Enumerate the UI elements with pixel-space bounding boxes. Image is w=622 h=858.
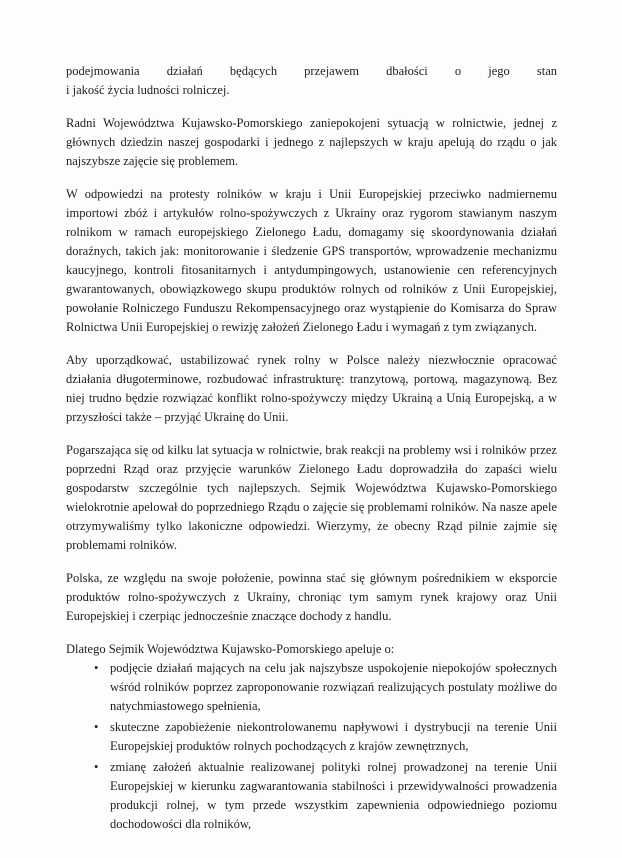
appeal-bullet-list <box>66 659 557 834</box>
paragraph-pogarszajaca-sytuacja: Pogarszająca się od kilku lat sytuacja w rolnictwie, brak reakcji na problemy wsi i rolników przez poprzedni Rząd oraz przyjęcie warunków Zielonego Ładu doprowadziła do zapaści wielu gospodarstw szczególnie tych najlepszych. Sejmik Województwa Kujawsko-Pomorskiego wielokrotnie apelował do poprzedniego Rządu o zajęcie się problemami rolników. Na nasze apele otrzymywaliśmy tylko lakoniczne odpowiedzi. Wierzymy, że obecny Rząd pilnie zajmie się problemami rolników. <box>66 443 557 552</box>
bullet-icon: • <box>94 720 99 734</box>
appeal-bullet-text-2: skuteczne zapobieżenie niekontrolowanemu napływowi i dystrybucji na terenie Unii Europejskiej produktów rolnych pochodzących z krajów zewnętrznych, <box>110 720 557 753</box>
appeal-bullet-item-3 <box>94 758 557 834</box>
appeal-bullet-text-1: podjęcie działań mających na celu jak najszybsze uspokojenie niepokojów społecznych wśród rolników poprzez zaproponowanie rozwiązań realizujących postulaty możliwe do natychmiastowego spełnienia, <box>110 661 557 713</box>
appeal-lead-line: Dlatego Sejmik Województwa Kujawsko-Pomorskiego apeluje o: <box>66 642 395 656</box>
document-text-column <box>66 62 557 836</box>
paragraph-continuation-line-2: i jakość życia ludności rolniczej. <box>66 83 230 97</box>
paragraph-protesty-postulaty: W odpowiedzi na protesty rolników w kraju i Unii Europejskiej przeciwko nadmiernemu importowi zbóż i artykułów rolno-spożywczych z Ukrainy oraz rygorom stawianym naszym rolnikom w ramach europejskiego Zielonego Ładu, domagamy się skoordynowania działań doraźnych, takich jak: monitorowanie i śledzenie GPS transportów, wprowadzenie mechanizmu kaucyjnego, kontroli fitosanitarnych i antydumpingowych, ustanowienie cen referencyjnych gwarantowanych, obowiązkowego skupu produktów rolnych od rolników z Unii Europejskiej, powołanie Rolniczego Funduszu Rekompensacyjnego oraz wystąpienie do Komisarza do Spraw Rolnictwa Unii Europejskiej o rewizję założeń Zielonego Ładu i wymagań z tym związanych. <box>66 187 557 334</box>
paragraph-polska-posrednik: Polska, ze względu na swoje położenie, powinna stać się głównym pośrednikiem w eksporcie produktów rolno-spożywczych z Ukrainy, chroniąc tym samym rynek krajowy oraz Unii Europejskiej i czerpiąc jednocześnie znaczące dochody z handlu. <box>66 571 557 623</box>
bullet-icon: • <box>94 661 99 675</box>
paragraph-radni-apel: Radni Województwa Kujawsko-Pomorskiego zaniepokojeni sytuacją w rolnictwie, jednej z głównych dziedzin naszej gospodarki i jednego z najlepszych w kraju apelują do rządu o jak najszybsze zajęcie się problemem. <box>66 116 557 168</box>
appeal-bullet-text-3: zmianę założeń aktualnie realizowanej polityki rolnej prowadzonej na terenie Unii Europejskiej w kierunku zagwarantowania stabilności i przewidywalności prowadzenia produkcji rolnej, w tym przede wszystkim zapewnienia odpowiedniego poziomu dochodowości dla rolników, <box>110 760 557 831</box>
paragraph-continuation <box>66 62 557 100</box>
paragraph-rynek-rolny: Aby uporządkować, ustabilizować rynek rolny w Polsce należy niezwłocznie opracować działania długoterminowe, rozbudować infrastrukturę: tranzytową, portową, magazynową. Bez niej trudno będzie rozwiązać konflikt rolno-spożywczy między Ukrainą a Unią Europejską, a w przyszłości także – przyjąć Ukrainę do Unii. <box>66 353 557 424</box>
paragraph-continuation-line-1: podejmowania działań będących przejawem dbałości o jego stan <box>66 64 557 78</box>
appeal-bullet-item-2 <box>94 718 557 756</box>
bullet-icon: • <box>94 760 99 774</box>
appeal-bullet-item-1 <box>94 659 557 716</box>
